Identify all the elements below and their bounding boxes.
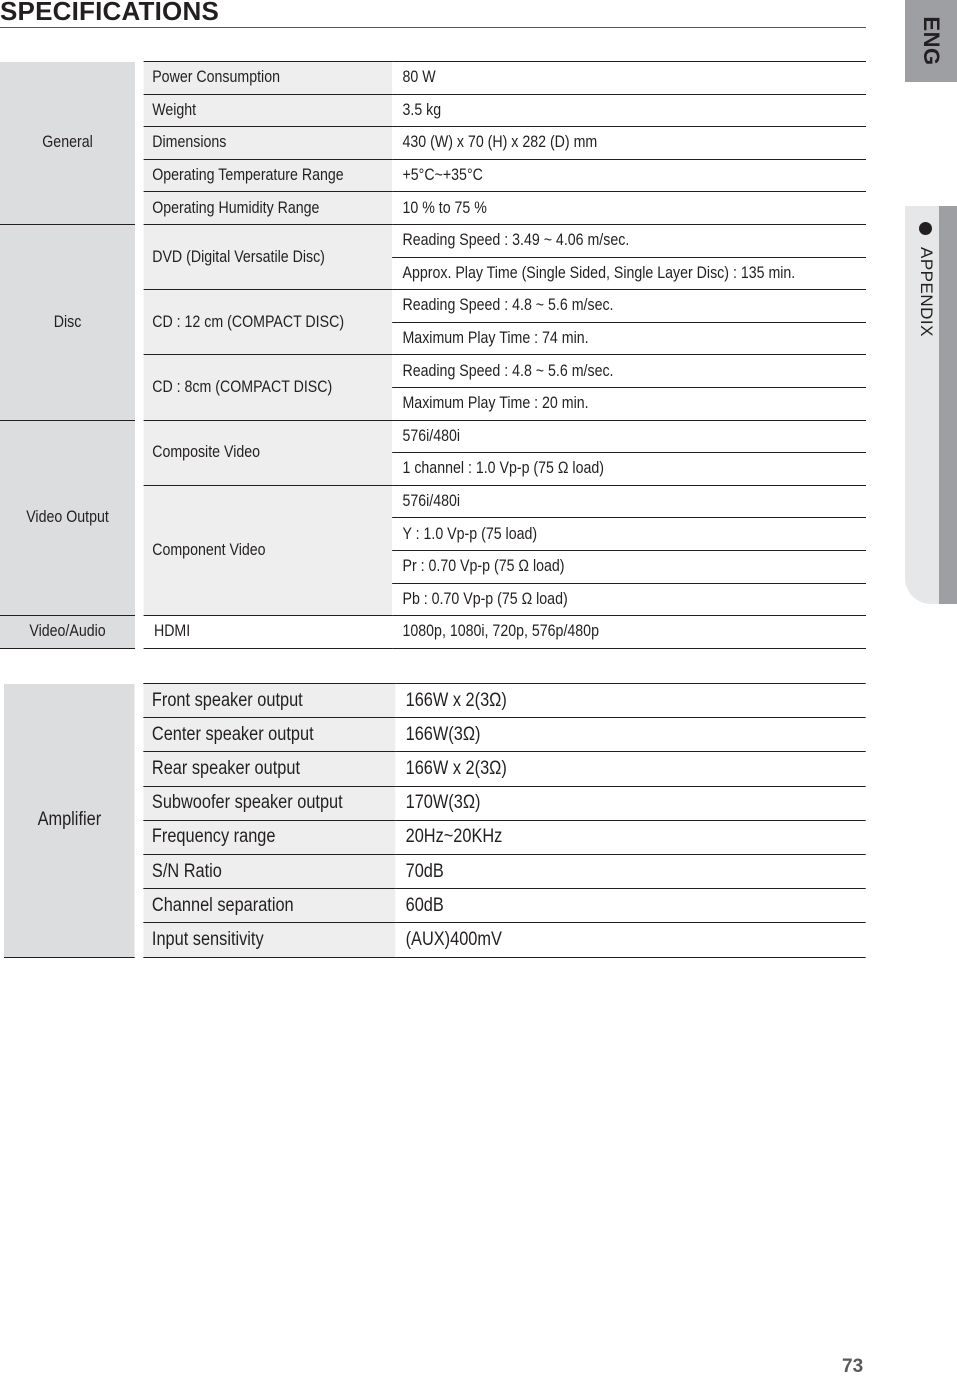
table-row: [0, 616, 866, 649]
spec-value: 20Hz~20KHz: [395, 820, 865, 854]
section-tab: [905, 206, 957, 604]
spec-item: S/N Ratio: [143, 854, 395, 888]
spec-item: Component Video: [144, 485, 393, 615]
spec-item: DVD (Digital Versatile Disc): [144, 224, 393, 289]
bullet-icon: [919, 222, 932, 235]
spec-item: Weight: [144, 94, 393, 127]
spec-value: 166W(3Ω): [395, 718, 865, 752]
category-video-output: Video Output: [0, 420, 135, 616]
spec-value: 1080p, 1080i, 720p, 576p/480p: [392, 616, 866, 649]
spec-value: +5°C~+35°C: [392, 159, 866, 192]
spec-value: (AUX)400mV: [395, 923, 865, 957]
spec-value: 1 channel : 1.0 Vp-p (75 Ω load): [392, 453, 866, 486]
table-row: [0, 420, 866, 453]
spec-item: Input sensitivity: [143, 923, 395, 957]
table-row: [0, 62, 866, 95]
spec-value: Y : 1.0 Vp-p (75 load): [392, 518, 866, 551]
spec-item: Subwoofer speaker output: [143, 786, 395, 820]
category-disc: Disc: [0, 224, 135, 420]
section-tab-label: APPENDIX: [917, 247, 936, 337]
spec-value: 430 (W) x 70 (H) x 282 (D) mm: [392, 127, 866, 160]
spec-item: Frequency range: [143, 820, 395, 854]
spec-value: Pr : 0.70 Vp-p (75 Ω load): [392, 550, 866, 583]
category-video-audio: Video/Audio: [0, 616, 135, 649]
spec-value: Pb : 0.70 Vp-p (75 Ω load): [392, 583, 866, 616]
spec-item: Operating Humidity Range: [144, 192, 393, 225]
page-number: 73: [842, 1356, 864, 1377]
spec-item: Composite Video: [144, 420, 393, 485]
spec-value: 166W x 2(3Ω): [395, 752, 865, 786]
table-row: [4, 684, 866, 718]
spec-value: Maximum Play Time : 74 min.: [392, 322, 866, 355]
spec-value: Maximum Play Time : 20 min.: [392, 387, 866, 420]
spec-value: 576i/480i: [392, 420, 866, 453]
section-tab-accent: [939, 206, 957, 604]
spec-item: HDMI: [144, 616, 393, 649]
spec-item: CD : 12 cm (COMPACT DISC): [144, 290, 393, 355]
amplifier-table: [4, 683, 866, 958]
category-general: General: [0, 62, 135, 225]
title-divider: [0, 27, 866, 28]
spec-item: Dimensions: [144, 127, 393, 160]
spec-item: Center speaker output: [143, 718, 395, 752]
spec-item: CD : 8cm (COMPACT DISC): [144, 355, 393, 420]
spec-value: 60dB: [395, 889, 865, 923]
spec-item: Operating Temperature Range: [144, 159, 393, 192]
spec-item: Rear speaker output: [143, 752, 395, 786]
spec-value: 10 % to 75 %: [392, 192, 866, 225]
spec-value: Approx. Play Time (Single Sided, Single Layer Disc) : 135 min.: [392, 257, 866, 290]
spec-value: Reading Speed : 4.8 ~ 5.6 m/sec.: [392, 355, 866, 388]
spec-item: Front speaker output: [143, 684, 395, 718]
spec-value: 70dB: [395, 854, 865, 888]
category-amplifier: Amplifier: [4, 684, 135, 958]
spec-value: Reading Speed : 4.8 ~ 5.6 m/sec.: [392, 290, 866, 323]
specifications-table: [0, 61, 866, 649]
spec-value: Reading Speed : 3.49 ~ 4.06 m/sec.: [392, 224, 866, 257]
table-row: [0, 224, 866, 257]
spec-item: Channel separation: [143, 889, 395, 923]
spec-value: 80 W: [392, 62, 866, 95]
language-tab: [905, 0, 957, 82]
spec-value: 166W x 2(3Ω): [395, 684, 865, 718]
spec-item: Power Consumption: [144, 62, 393, 95]
language-tab-label: ENG: [919, 16, 944, 66]
spec-value: 576i/480i: [392, 485, 866, 518]
page-title: SPECIFICATIONS: [0, 0, 220, 26]
spec-value: 3.5 kg: [392, 94, 866, 127]
spec-value: 170W(3Ω): [395, 786, 865, 820]
